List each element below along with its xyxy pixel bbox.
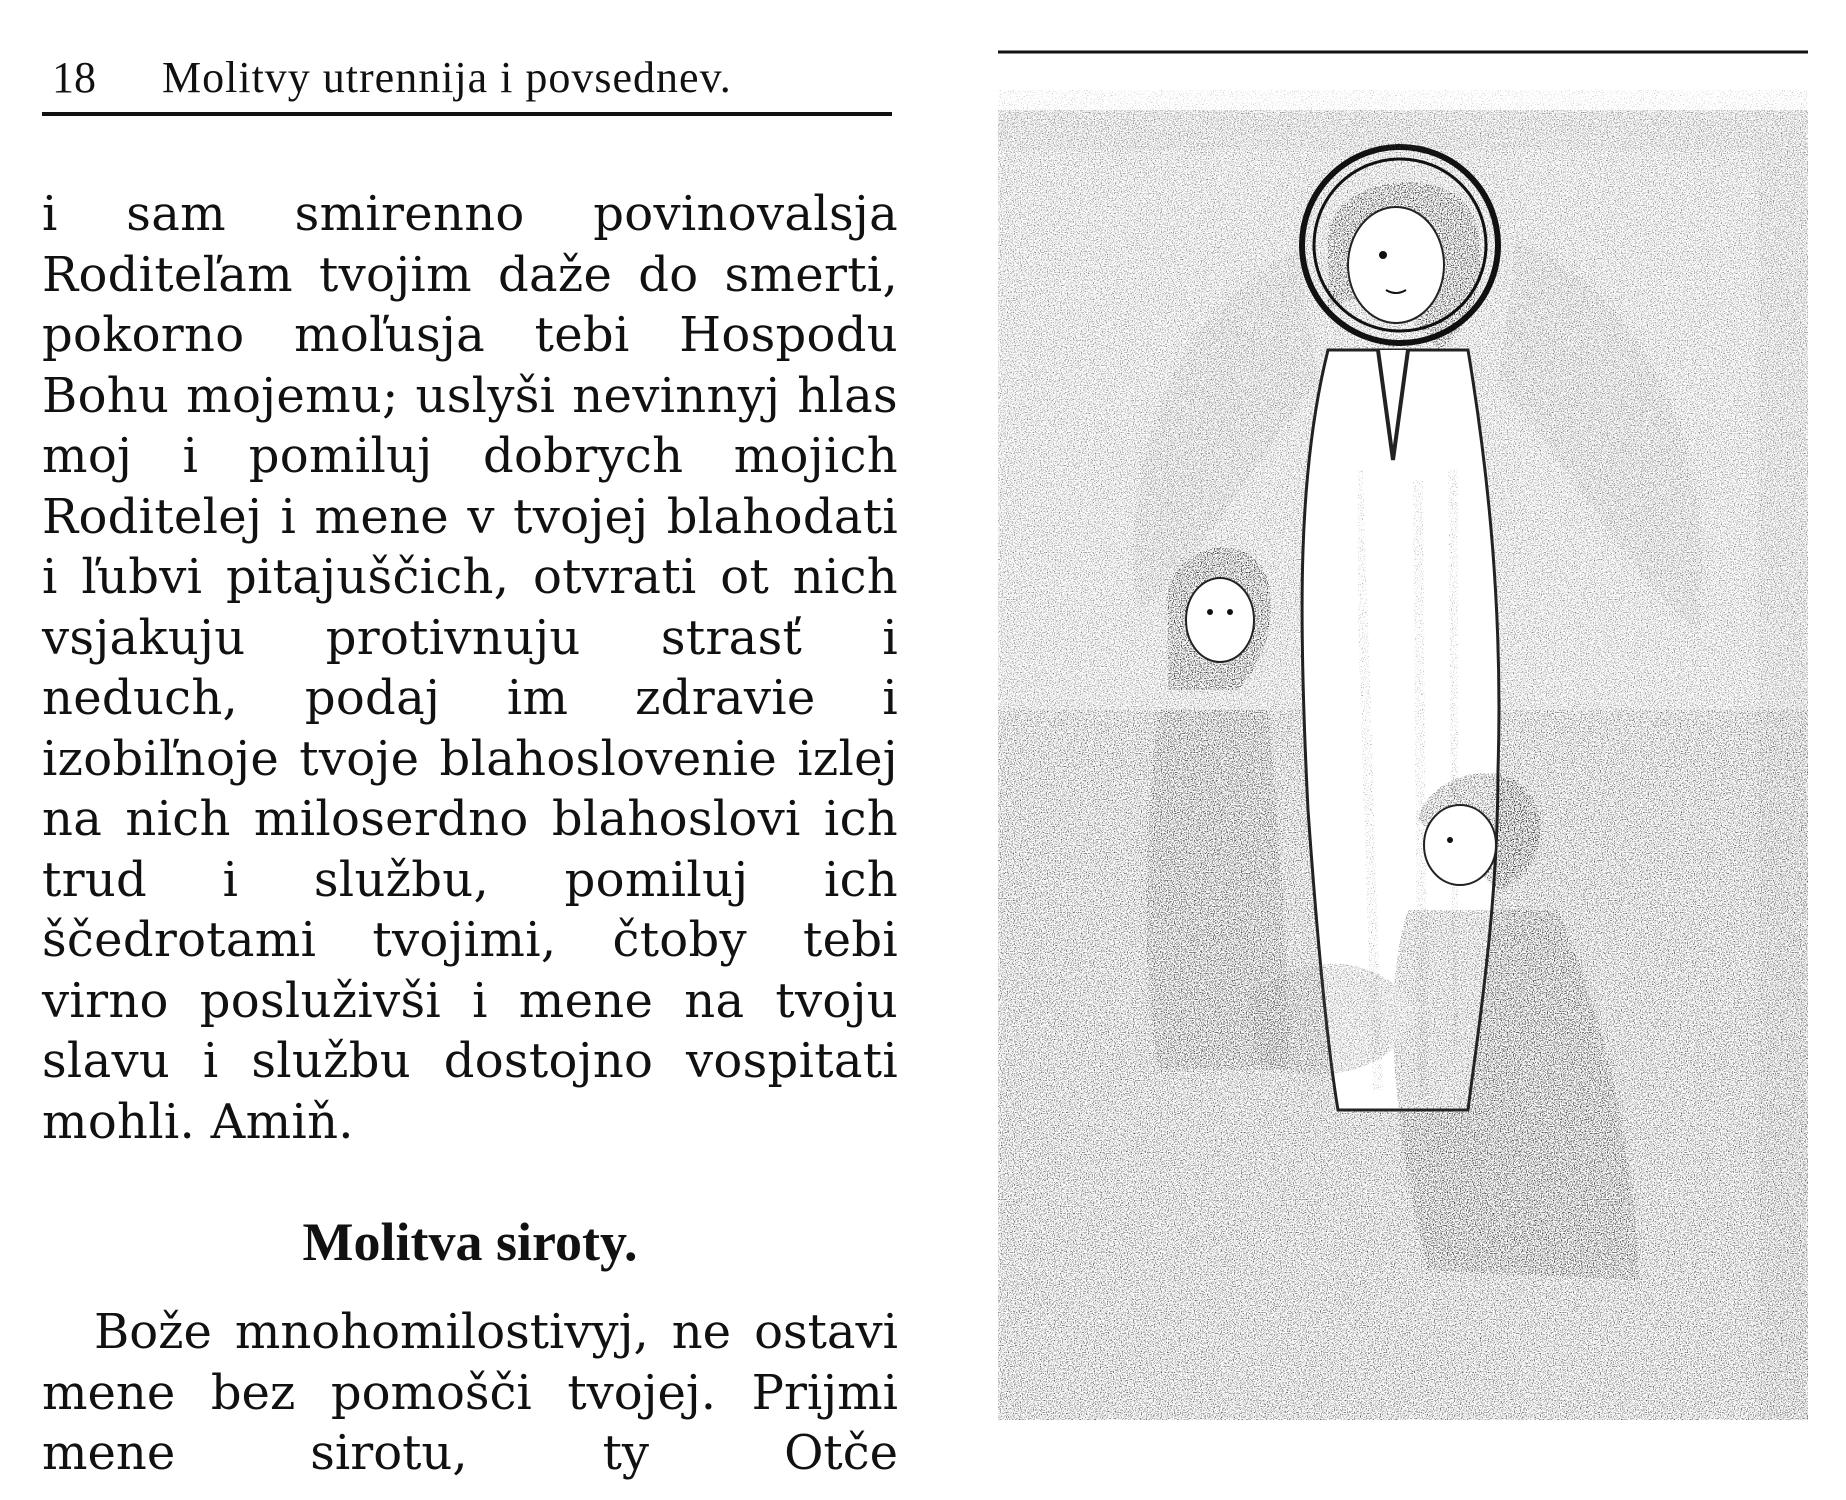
section-heading: Molitva siroty. — [302, 1212, 638, 1272]
guardian-angel-with-children-icon — [998, 50, 1808, 1420]
running-head — [42, 52, 892, 116]
guardian-angel-illustration — [998, 50, 1808, 1420]
text-column — [42, 52, 898, 1484]
section-paragraph: Bože mnohomilostivyj, ne ostavi mene bez pomošči tvojej. Prijmi mene sirotu, ty Otče — [42, 1304, 898, 1481]
page-number: 18 — [52, 53, 96, 102]
prayer-continuation-paragraph: i sam smirenno povinovalsja Roditeľam tvojim daže do smerti, pokorno moľusja tebi Hospodu Bohu mojemu; uslyši nevinnyj hlas moj i pomiluj dobrych mojich Roditelej i mene v tvojej blahodati i ľubvi pitajuščich, otvrati ot nich vsjakuju protivnuju strasť i neduch, podaj im zdravie i izobiľnoje tvoje blahoslovenie izlej na nich miloserdno blahoslovi ich trud i službu, pomiluj ich ščedrotami tvojimi, čtoby tebi virno posluživši i mene na tvoju slavu i službu dostojno vospitati mohli. Amiň. — [42, 186, 898, 1150]
running-head-title: Molitvy utrennija i povsednev. — [162, 53, 732, 102]
